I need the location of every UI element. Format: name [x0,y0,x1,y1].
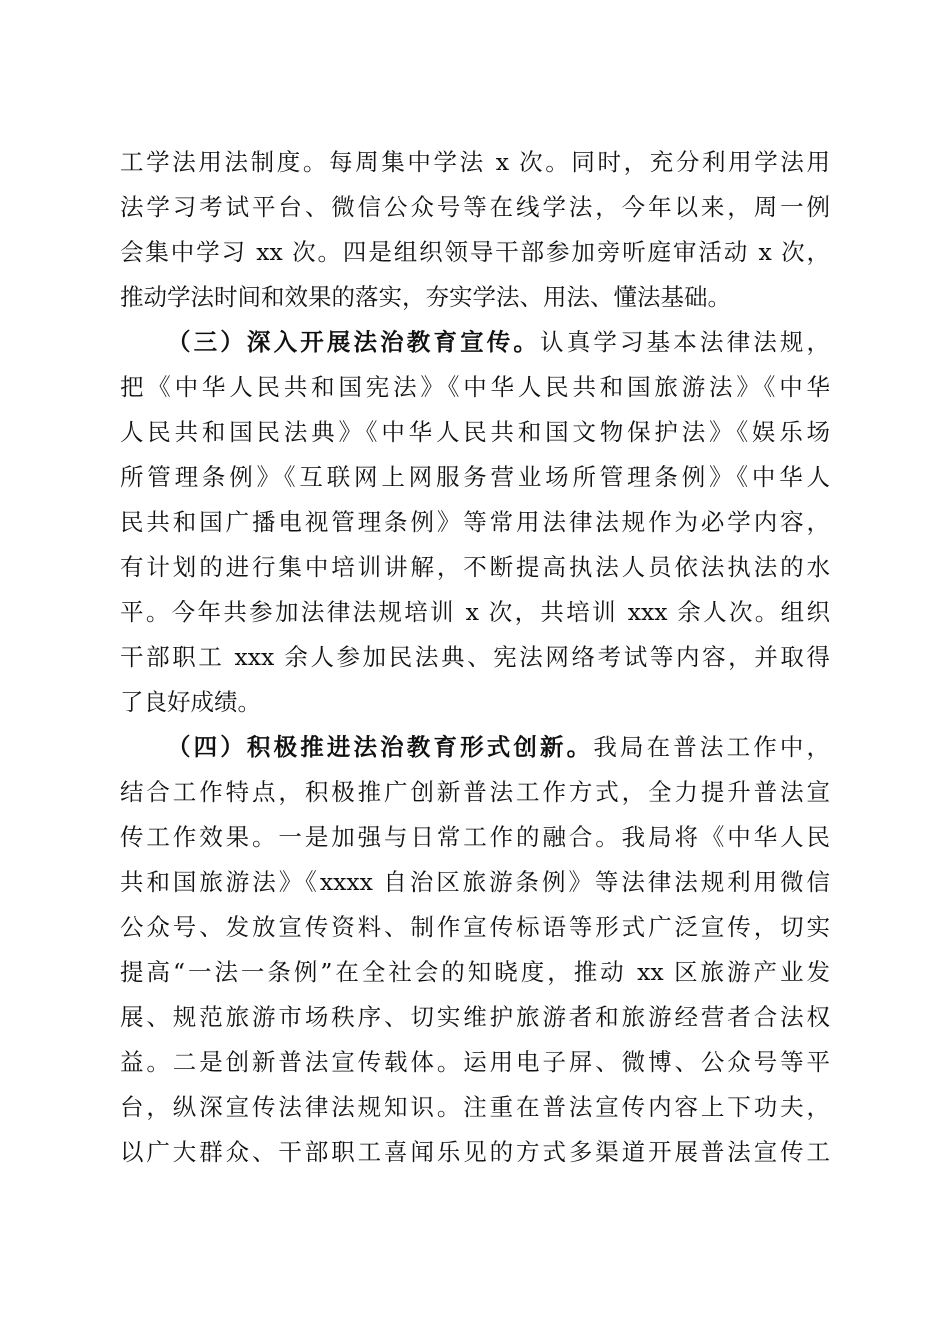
text-line: 平。今年共参加法律法规培训 x 次，共培训 xxx 余人次。组织 [120,598,830,626]
text-line: 所管理条例》《互联网上网服务营业场所管理条例》《中华人 [120,463,830,491]
text-line: 推动学法时间和效果的落实，夯实学法、用法、懂法基础。 [120,283,731,311]
text-line [120,320,830,365]
paragraph-section-3 [120,320,830,725]
text-line: 公众号、发放宣传资料、制作宣传标语等形式广泛宣传，切实 [120,913,830,941]
text-line: 人民共和国民法典》《中华人民共和国文物保护法》《娱乐场 [120,418,830,446]
paragraph-section-4 [120,725,830,1175]
section-heading-4: （四）积极推进法治教育形式创新。 [167,733,594,761]
text-line: 提高“一法一条例”在全社会的知晓度，推动 xx 区旅游产业发 [120,958,830,986]
text-line: 益。二是创新普法宣传载体。运用电子屏、微博、公众号等平 [120,1048,830,1076]
section-heading-3: （三）深入开展法治教育宣传。 [167,328,541,356]
text-line: 台，纵深宣传法律法规知识。注重在普法宣传内容上下功夫， [120,1093,830,1121]
text-line: 结合工作特点，积极推广创新普法工作方式，全力提升普法宣 [120,778,830,806]
text-line: 把《中华人民共和国宪法》《中华人民共和国旅游法》《中华 [120,373,830,401]
text-line: 法学习考试平台、微信公众号等在线学法，今年以来，周一例 [120,193,830,221]
text-line: 以广大群众、干部职工喜闻乐见的方式多渠道开展普法宣传工 [120,1138,830,1166]
document-body [120,140,830,1175]
text-line: 会集中学习 xx 次。四是组织领导干部参加旁听庭审活动 x 次， [120,238,830,266]
text-line: 工学法用法制度。每周集中学法 x 次。同时，充分利用学法用 [120,148,830,176]
paragraph-continuation [120,140,830,320]
text-line: 展、规范旅游市场秩序、切实维护旅游者和旅游经营者合法权 [120,1003,830,1031]
section-3-lead-text: 认真学习基本法律法规， [540,328,831,356]
text-line: 干部职工 xxx 余人参加民法典、宪法网络考试等内容，并取得 [120,643,830,671]
text-line [120,725,830,770]
text-line: 传工作效果。一是加强与日常工作的融合。我局将《中华人民 [120,823,830,851]
section-4-lead-text: 我局在普法工作中， [593,733,831,761]
text-line: 有计划的进行集中培训讲解，不断提高执法人员依法执法的水 [120,553,830,581]
text-line: 民共和国广播电视管理条例》等常用法律法规作为必学内容， [120,508,830,536]
text-line: 共和国旅游法》《xxxx 自治区旅游条例》等法律法规利用微信 [120,868,830,896]
text-line: 了良好成绩。 [120,688,261,716]
